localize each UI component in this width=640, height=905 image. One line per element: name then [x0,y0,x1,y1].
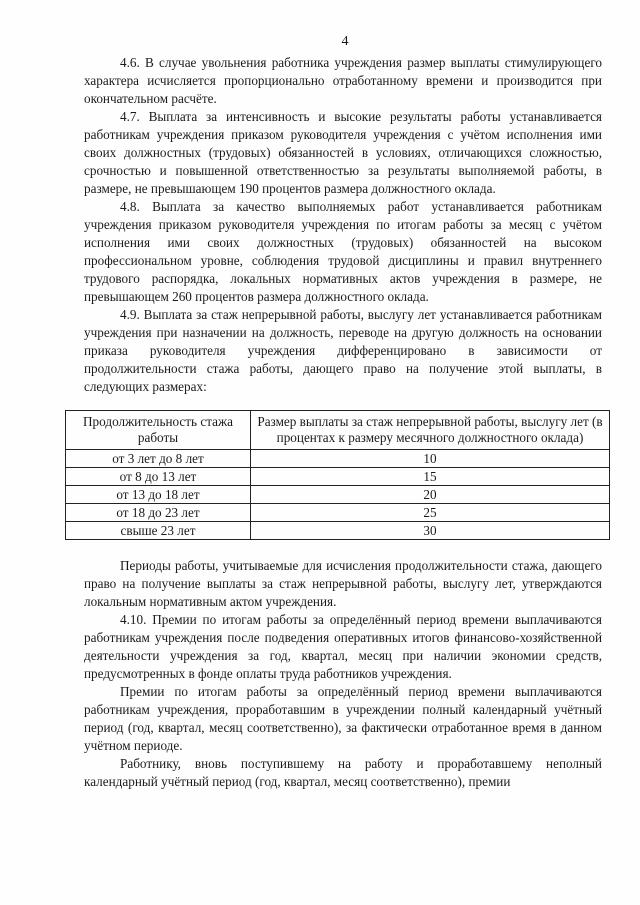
table-cell-stazh: от 13 до 18 лет [66,486,251,504]
table-row [66,486,610,504]
document-body [84,54,602,791]
paragraph-4-8: 4.8. Выплата за качество выполняемых работ устанавливается работникам учреждения приказом руководителя учреждения по итогам работы за месяц с учётом исполнения ими своих должностных (трудовых) обязанностей на высоком профессиональном уровне, соблюдения трудовой дисциплины и правил внутреннего трудового распорядка, локальных нормативных актов учреждения в размере, не превышающем 260 процентов размера должностного оклада. [84,199,602,304]
table-cell-percent: 10 [251,450,610,468]
spacer [84,540,602,557]
table-cell-percent: 25 [251,504,610,522]
table-cell-percent: 15 [251,468,610,486]
table-cell-stazh: от 18 до 23 лет [66,504,251,522]
table-header-row [66,411,610,450]
table-cell-percent: 30 [251,522,610,540]
table-cell-percent: 20 [251,486,610,504]
table-row [66,504,610,522]
seniority-table [65,410,610,540]
paragraph-4-6: 4.6. В случае увольнения работника учреждения размер выплаты стимулирующего характера исчисляется пропорционально отработанному времени и производится при окончательном расчёте. [84,55,602,106]
paragraph-4-9: 4.9. Выплата за стаж непрерывной работы, выслугу лет устанавливается работникам учреждения при назначении на должность, переводе на другую должность на основании приказа руководителя учреждения дифференцировано в зависимости от продолжительности стажа работы, дающего право на получение этой выплаты, в следующих размерах: [84,307,602,394]
table-row [66,450,610,468]
table-header-percent: Размер выплаты за стаж непрерывной работы, выслугу лет (в процентах к размеру месячного должностного оклада) [251,411,610,450]
table-cell-stazh: свыше 23 лет [66,522,251,540]
table-header-stazh: Продолжительность стажа работы [66,411,251,450]
paragraph-bonus-new-employee: Работнику, вновь поступившему на работу и проработавшему неполный календарный учётный период (год, квартал, месяц соответственно), премии [84,756,602,789]
page-number: 4 [341,34,349,49]
table-cell-stazh: от 8 до 13 лет [66,468,251,486]
paragraph-4-10: 4.10. Премии по итогам работы за определённый период времени выплачиваются работникам учреждения после подведения оперативных итогов финансово-хозяйственной деятельности учреждения за год, квартал, месяц при наличии экономии средств, предусмотренных в фонде оплаты труда работников учреждения. [84,612,602,681]
paragraph-bonus-full-period: Премии по итогам работы за определённый период времени выплачиваются работникам учреждения, проработавшим в учреждении полный календарный учётный период (год, квартал, месяц соответственно), за фактически отработанное время в данном учётном периоде. [84,684,602,753]
paragraph-periods: Периоды работы, учитываемые для исчисления продолжительности стажа, дающего право на получение выплаты за стаж непрерывной работы, выслугу лет, утверждаются локальным нормативным актом учреждения. [84,558,602,609]
table-cell-stazh: от 3 лет до 8 лет [66,450,251,468]
table-row [66,468,610,486]
table-row [66,522,610,540]
paragraph-4-7: 4.7. Выплата за интенсивность и высокие результаты работы устанавливается работникам учреждения приказом руководителя учреждения с учётом исполнения ими своих должностных (трудовых) обязанностей в условиях, отличающихся сложностью, срочностью и повышенной ответственностью за результаты выполняемой работы, в размере, не превышающем 190 процентов размера должностного оклада. [84,109,602,196]
